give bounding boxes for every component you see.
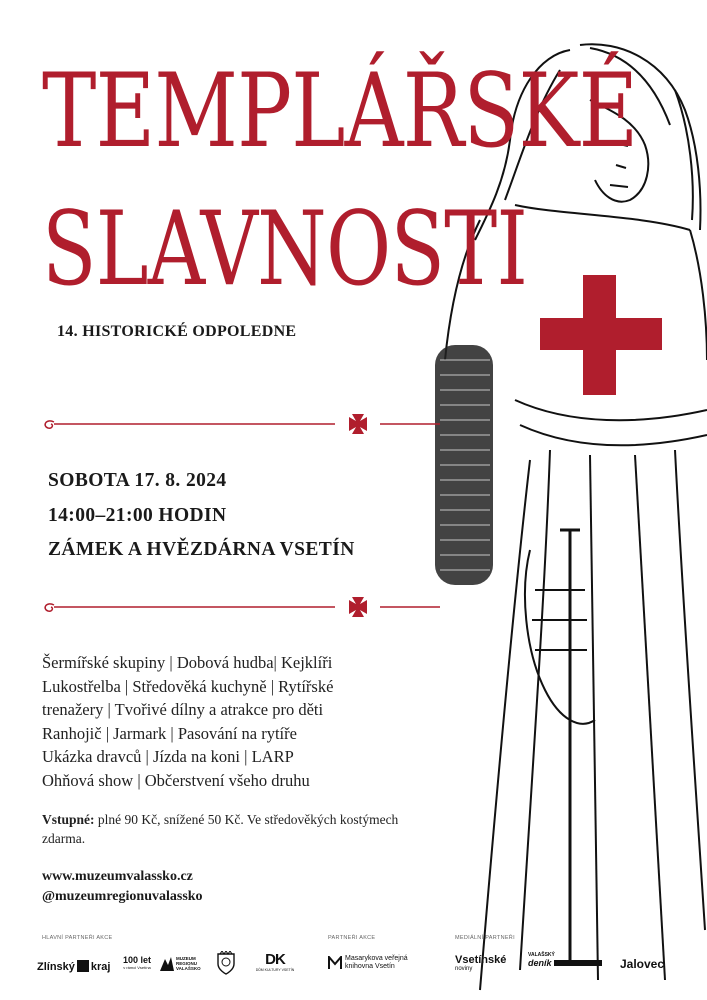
program-line: Ranhojič | Jarmark | Pasování na rytíře (42, 723, 297, 743)
ornament-divider-bottom (40, 595, 440, 619)
social-handle[interactable]: @muzeumregionuvalassko (42, 889, 203, 904)
museum-line-2: REGIONU (176, 960, 198, 966)
zlin-word: Zlínský (37, 961, 75, 973)
denik-word: deník (528, 958, 552, 968)
website-link[interactable]: www.muzeumvalassko.cz (42, 869, 193, 884)
library-m-icon (328, 956, 342, 970)
templar-cross-chest (540, 275, 662, 395)
program-line: Šermířské skupiny | Dobová hudba| Kejklíři (42, 653, 333, 672)
culture-house-logo (255, 952, 295, 972)
coat-of-arms-icon (216, 951, 236, 975)
zlin-region-logo (37, 957, 110, 975)
poster-title-line-1: TEMPLÁŘSKÉ (42, 52, 638, 171)
templar-cross-icon (349, 597, 367, 617)
museum-line-1: MUZEUM (176, 955, 196, 961)
hundred-years-logo (120, 955, 154, 970)
program-list (42, 651, 427, 792)
poster-subtitle: 14. HISTORICKÉ ODPOLEDNE (57, 323, 297, 340)
program-line: Ohňová show | Občerstvení všeho druhu (42, 770, 310, 790)
noviny-caption: noviny (455, 966, 473, 972)
museum-mountain-icon (160, 955, 174, 971)
library-logo (328, 955, 408, 971)
library-line-1: Masarykova veřejná (345, 955, 408, 962)
event-venue: ZÁMEK A HVĚZDÁRNA VSETÍN (48, 539, 355, 560)
program-line: Lukostřelba | Středověká kuchyně | Rytířské (42, 676, 334, 696)
event-date: SOBOTA 17. 8. 2024 (48, 470, 227, 491)
event-partners-heading: PARTNEŘI AKCE (328, 935, 376, 941)
program-line: trenažery | Tvořivé dílny a atrakce pro děti (42, 700, 324, 719)
years-caption: v rámci Vsetína (123, 965, 151, 970)
dk-caption: DŮM KULTURY VSETÍN (255, 968, 295, 972)
valassky-denik-logo (528, 952, 602, 968)
main-partners-heading: HLAVNÍ PARTNEŘI AKCE (42, 935, 113, 941)
years-number: 100 let (122, 955, 152, 965)
poster-title-line-2: SLAVNOSTI (42, 190, 528, 309)
noviny-word: Vsetínské (455, 954, 507, 966)
admission-info (42, 810, 427, 848)
museum-logo (160, 955, 201, 971)
event-time: 14:00–21:00 HODIN (48, 505, 227, 526)
program-line: Ukázka dravců | Jízda na koni | LARP (42, 747, 294, 766)
dk-mark: DK (265, 951, 285, 968)
templar-cross-icon (349, 414, 367, 434)
museum-line-3: VALAŠSKO (176, 965, 201, 971)
admission-text: plné 90 Kč, snížené 50 Kč. Ve středověkých kostýmech zdarma. (42, 812, 399, 846)
library-line-2: knihovna Vsetín (345, 963, 395, 970)
zlin-kraj: kraj (90, 961, 111, 973)
contact-links (42, 867, 203, 907)
vsetinske-noviny-logo (455, 954, 506, 972)
denik-top: VALAŠSKÝ (528, 952, 555, 958)
ornament-divider-top (40, 412, 440, 436)
media-partners-heading: MEDIÁLNÍ PARTNEŘI (455, 935, 515, 941)
jalovec-logo: Jalovec (620, 957, 665, 971)
knight-illustration (420, 30, 707, 1000)
admission-label: Vstupné: (42, 812, 95, 827)
